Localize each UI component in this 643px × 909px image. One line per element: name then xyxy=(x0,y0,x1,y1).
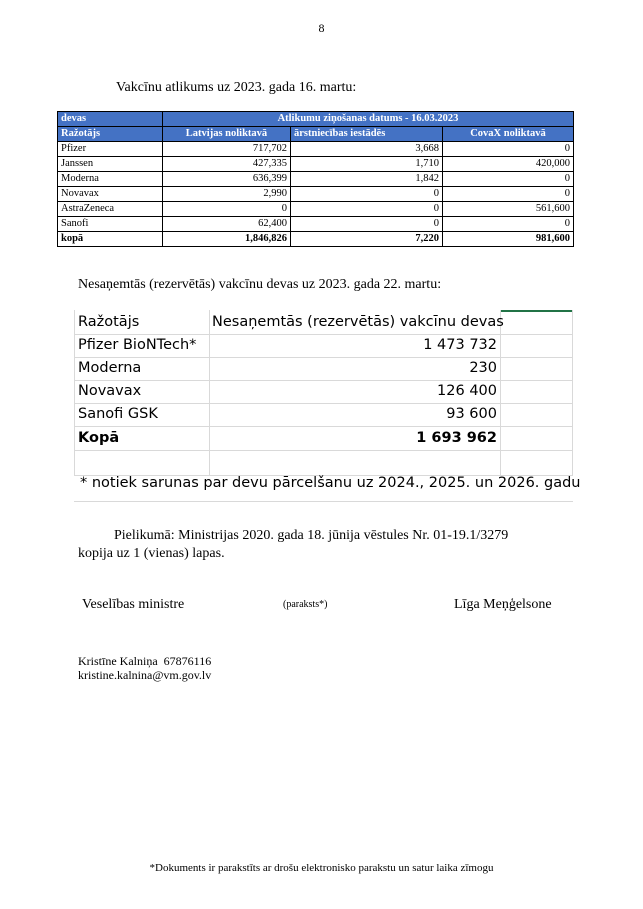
lv-stock-cell: 636,399 xyxy=(163,172,291,187)
stock-table-column-headers xyxy=(58,127,574,142)
manufacturer-cell: Moderna xyxy=(78,360,142,376)
manufacturer-cell: Pfizer BioNTech* xyxy=(78,337,197,353)
manufacturer-cell: Janssen xyxy=(58,157,163,172)
covax-stock-cell: 0 xyxy=(443,172,574,187)
gridline xyxy=(74,380,573,381)
total-row xyxy=(58,232,574,247)
table-row xyxy=(58,157,574,172)
hospital-stock-cell: 0 xyxy=(291,202,443,217)
appendix-note xyxy=(78,527,568,563)
gridline xyxy=(74,450,573,451)
column-header: Ražotājs xyxy=(78,314,140,330)
hospital-stock-cell: 1,710 xyxy=(291,157,443,172)
manufacturer-cell: Novavax xyxy=(58,187,163,202)
column-header: CovaX noliktavā xyxy=(443,127,574,142)
page-number: 8 xyxy=(318,21,325,35)
manufacturer-cell: AstraZeneca xyxy=(58,202,163,217)
table-row xyxy=(58,217,574,232)
negotiation-note: * notiek sarunas par devu pārcelšanu uz 2024., 2025. un 2026. gadu xyxy=(80,475,581,491)
hospital-stock-cell: 0 xyxy=(291,217,443,232)
contact-email: kristine.kalnina@vm.gov.lv xyxy=(78,668,212,682)
stock-heading: Vakcīnu atlikums uz 2023. gada 16. martu: xyxy=(116,80,357,95)
manufacturer-cell: Sanofi xyxy=(58,217,163,232)
gridline xyxy=(74,501,573,502)
reserved-heading: Nesaņemtās (rezervētās) vakcīnu devas uz 2023. gada 22. martu: xyxy=(78,277,442,292)
column-header: Ražotājs xyxy=(58,127,163,142)
appendix-line: Pielikumā: Ministrijas 2020. gada 18. jūnija vēstules Nr. 01-19.1/3279 xyxy=(114,528,509,543)
reserved-doses-table xyxy=(74,310,581,502)
covax-stock-cell: 561,600 xyxy=(443,202,574,217)
covax-stock-cell: 0 xyxy=(443,187,574,202)
reserved-doses-cell: 126 400 xyxy=(437,383,497,399)
minister-name: Līga Meņģelsone xyxy=(454,597,552,612)
lv-stock-cell: 717,702 xyxy=(163,142,291,157)
reserved-doses-cell: 1 473 732 xyxy=(423,337,497,353)
total-reserved-doses: 1 693 962 xyxy=(416,430,497,446)
total-label: Kopā xyxy=(78,430,120,446)
doses-label: devas xyxy=(58,112,163,127)
manufacturer-cell: Pfizer xyxy=(58,142,163,157)
contact-person: Kristīne Kalniņa 67876116 xyxy=(78,654,212,668)
lv-stock-cell: 2,990 xyxy=(163,187,291,202)
stock-table-header-top xyxy=(58,112,574,127)
table-row xyxy=(58,142,574,157)
hospital-stock-cell: 1,842 xyxy=(291,172,443,187)
lv-stock-cell: 427,335 xyxy=(163,157,291,172)
manufacturer-cell: Sanofi GSK xyxy=(78,406,158,422)
manufacturer-cell: Moderna xyxy=(58,172,163,187)
total-covax-stock: 981,600 xyxy=(443,232,574,247)
manufacturer-cell: Novavax xyxy=(78,383,142,399)
sheet-selection-edge xyxy=(500,310,573,312)
column-header: Nesaņemtās (rezervētās) vakcīnu devas xyxy=(212,314,504,330)
table-row xyxy=(58,187,574,202)
total-hospital-stock: 7,220 xyxy=(291,232,443,247)
table-row xyxy=(58,202,574,217)
hospital-stock-cell: 3,668 xyxy=(291,142,443,157)
contact-block xyxy=(78,654,211,682)
covax-stock-cell: 420,000 xyxy=(443,157,574,172)
signature-mark: (paraksts*) xyxy=(283,599,328,610)
column-header: ārstniecības iestādēs xyxy=(291,127,443,142)
lv-stock-cell: 0 xyxy=(163,202,291,217)
lv-stock-cell: 62,400 xyxy=(163,217,291,232)
stock-table xyxy=(57,111,574,247)
gridline xyxy=(74,357,573,358)
appendix-line: kopija uz 1 (vienas) lapas. xyxy=(78,546,225,561)
total-lv-stock: 1,846,826 xyxy=(163,232,291,247)
reserved-doses-cell: 230 xyxy=(469,360,497,376)
table-row xyxy=(58,172,574,187)
report-date-header: Atlikumu ziņošanas datums - 16.03.2023 xyxy=(163,112,574,127)
covax-stock-cell: 0 xyxy=(443,142,574,157)
gridline xyxy=(74,426,573,427)
minister-title: Veselības ministre xyxy=(82,597,185,612)
signature-footnote: *Dokuments ir parakstīts ar drošu elektronisko parakstu un satur laika zīmogu xyxy=(149,862,494,874)
total-label: kopā xyxy=(58,232,163,247)
column-header: Latvijas noliktavā xyxy=(163,127,291,142)
reserved-doses-cell: 93 600 xyxy=(446,406,497,422)
hospital-stock-cell: 0 xyxy=(291,187,443,202)
covax-stock-cell: 0 xyxy=(443,217,574,232)
